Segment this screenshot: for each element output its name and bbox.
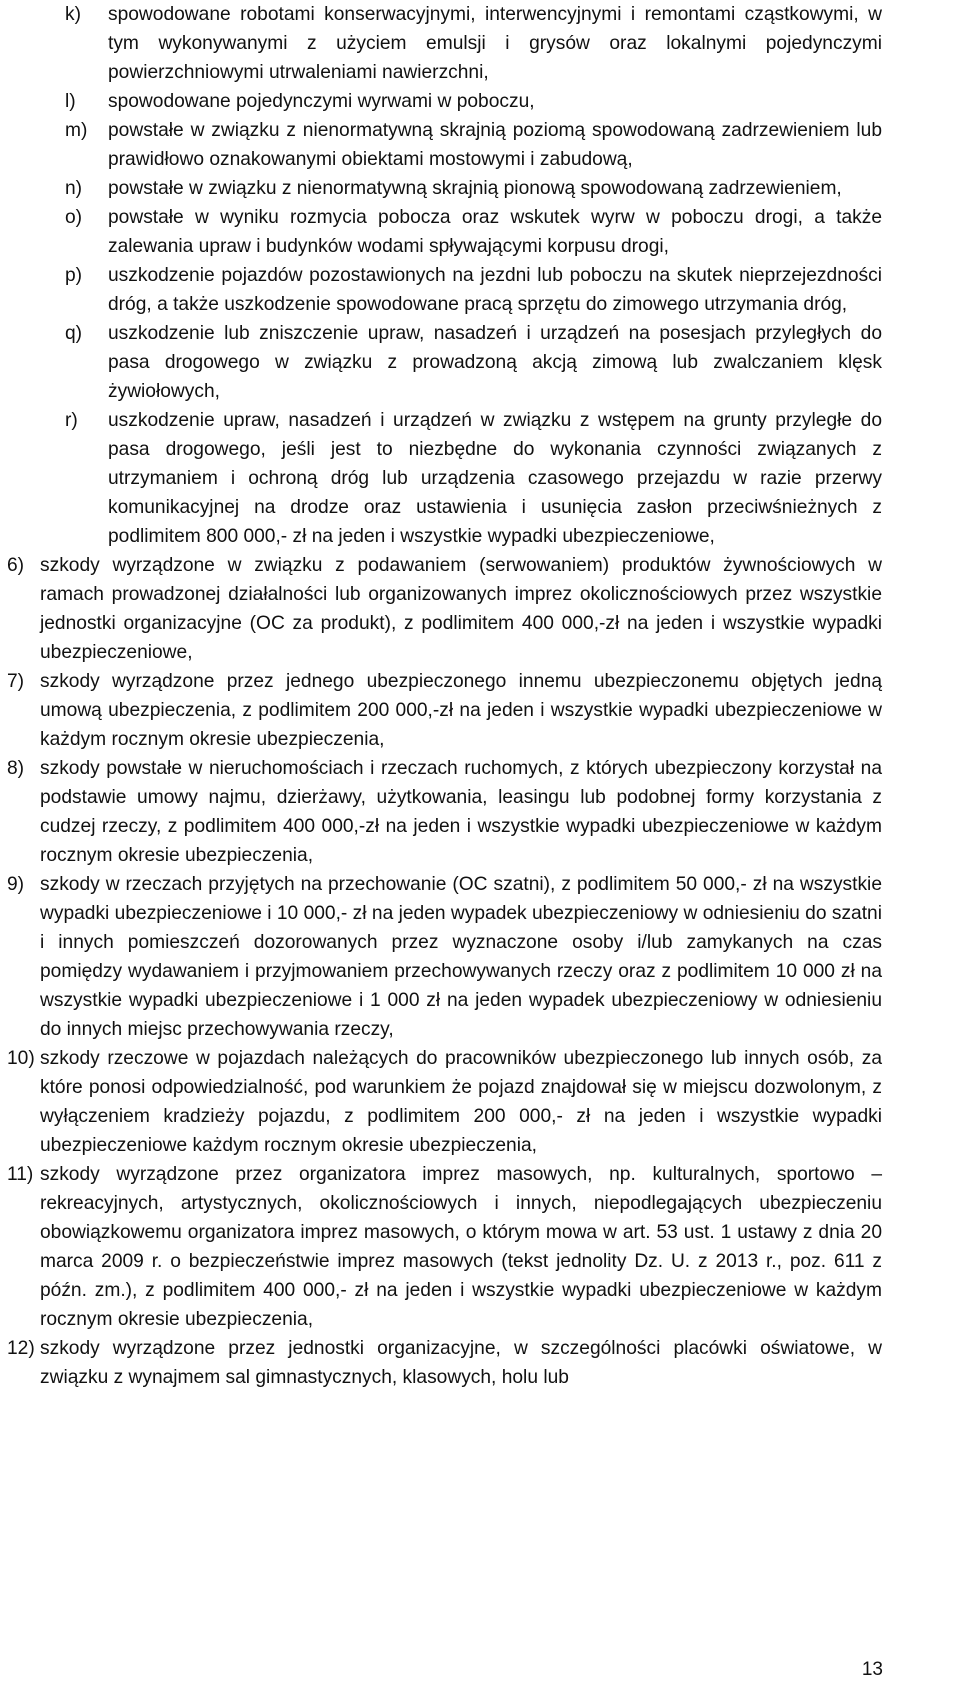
list-marker: 7): [7, 671, 25, 692]
page-number: 13: [861, 1659, 883, 1680]
list-marker: m): [65, 120, 88, 141]
list-item-m: [0, 116, 882, 174]
list-item-text: spowodowane robotami konserwacyjnymi, interwencyjnymi i remontami cząstkowymi, w tym wykonywanymi z użyciem emulsji i grysów oraz lokalnymi pojedynczymi powierzchniowymi utrwaleniami nawierzchni,: [108, 4, 882, 83]
list-item-12: [0, 1334, 882, 1392]
list-marker: p): [65, 265, 83, 286]
list-item-9: [0, 870, 882, 1044]
list-item-text: szkody wyrządzone w związku z podawaniem (serwowaniem) produktów żywnościowych w ramach prowadzonej działalności lub organizowanych imprez okolicznościowych przez wszystkie jednostki organizacyjne (OC za produkt), z podlimitem 400 000,-zł na jeden i wszystkie wypadki ubezpieczeniowe,: [40, 555, 882, 663]
list-item-text: uszkodzenie pojazdów pozostawionych na jezdni lub poboczu na skutek nieprzejezdności dróg, a także uszkodzenie spowodowane pracą sprzętu do zimowego utrzymania dróg,: [108, 265, 882, 315]
list-item-text: uszkodzenie upraw, nasadzeń i urządzeń w związku z wstępem na grunty przyległe do pasa drogowego, jeśli jest to niezbędne do wykonania czynności związanych z utrzymaniem i ochroną dróg lub urządzenia czasowego przejazdu w razie przerwy komunikacyjnej na drodze oraz ustawienia i usunięcia zasłon przeciwśnieżnych z podlimitem 800 000,- zł na jeden i wszystkie wypadki ubezpieczeniowe,: [108, 410, 882, 547]
list-item-text: szkody powstałe w nieruchomościach i rzeczach ruchomych, z których ubezpieczony korzystał na podstawie umowy najmu, dzierżawy, użytkowania, leasingu lub podobnej formy korzystania z cudzej rzeczy, z podlimitem 400 000,-zł na jeden i wszystkie wypadki ubezpieczeniowe w każdym rocznym okresie ubezpieczenia,: [40, 758, 882, 866]
list-item-o: [0, 203, 882, 261]
list-item-text: szkody rzeczowe w pojazdach należących do pracowników ubezpieczonego lub innych osób, za które ponosi odpowiedzialność, pod warunkiem że pojazd znajdował się w miejscu dozwolonym, z wyłączeniem kradzieży pojazdu, z podlimitem 200 000,- zł na jeden i wszystkie wypadki ubezpieczeniowe każdym rocznym okresie ubezpieczenia,: [40, 1048, 882, 1156]
list-item-6: [0, 551, 882, 667]
list-item-q: [0, 319, 882, 406]
list-item-text: uszkodzenie lub zniszczenie upraw, nasadzeń i urządzeń na posesjach przyległych do pasa drogowego w związku z prowadzoną akcją zimową lub zwalczaniem klęsk żywiołowych,: [108, 323, 882, 402]
list-marker: 9): [7, 874, 25, 895]
list-item-text: powstałe w związku z nienormatywną skrajnią pionową spowodowaną zadrzewieniem,: [108, 178, 842, 199]
list-item-n: [0, 174, 882, 203]
list-item-text: szkody wyrządzone przez jednego ubezpieczonego innemu ubezpieczonemu objętych jedną umową ubezpieczenia, z podlimitem 200 000,-zł na jeden i wszystkie wypadki ubezpieczeniowe w każdym rocznym okresie ubezpieczenia,: [40, 671, 882, 750]
list-marker: 10): [7, 1048, 35, 1069]
list-marker: 11): [7, 1164, 34, 1185]
list-marker: l): [65, 91, 76, 112]
list-item-text: powstałe w związku z nienormatywną skrajnią poziomą spowodowaną zadrzewieniem lub prawidłowo oznakowanymi obiektami mostowymi i zabudową,: [108, 120, 882, 170]
list-item-7: [0, 667, 882, 754]
list-marker: q): [65, 323, 83, 344]
list-marker: o): [65, 207, 83, 228]
list-marker: n): [65, 178, 83, 199]
list-item-text: spowodowane pojedynczymi wyrwami w poboczu,: [108, 91, 535, 112]
list-item-text: powstałe w wyniku rozmycia pobocza oraz wskutek wyrw w poboczu drogi, a także zalewania upraw i budynków wodami spływającymi korpusu drogi,: [108, 207, 882, 257]
list-marker: 6): [7, 555, 25, 576]
list-item-k: [0, 0, 882, 87]
list-item-text: szkody wyrządzone przez jednostki organizacyjne, w szczególności placówki oświatowe, w związku z wynajmem sal gimnastycznych, klasowych, holu lub: [40, 1338, 882, 1388]
list-marker: k): [65, 4, 81, 25]
list-marker: r): [65, 410, 78, 431]
list-item-l: [0, 87, 882, 116]
list-item-10: [0, 1044, 882, 1160]
list-item-r: [0, 406, 882, 551]
list-item-text: szkody w rzeczach przyjętych na przechowanie (OC szatni), z podlimitem 50 000,- zł na wszystkie wypadki ubezpieczeniowe i 10 000,- zł na jeden wypadek ubezpieczeniowy w odniesieniu do szatni i innych pomieszczeń dozorowanych przez wyznaczone osoby i/lub zamykanych na czas pomiędzy wydawaniem i przyjmowaniem przechowywanych rzeczy oraz z podlimitem 10 000 zł na wszystkie wypadki ubezpieczeniowe i 1 000 zł na jeden wypadek ubezpieczeniowy w odniesieniu do innych miejsc przechowywania rzeczy,: [40, 874, 882, 1040]
list-item-8: [0, 754, 882, 870]
list-marker: 8): [7, 758, 25, 779]
list-marker: 12): [7, 1338, 35, 1359]
list-item-11: [0, 1160, 882, 1334]
list-item-text: szkody wyrządzone przez organizatora imprez masowych, np. kulturalnych, sportowo – rekreacyjnych, artystycznych, okolicznościowych i innych, niepodlegających ubezpieczeniu obowiązkowemu organizatora imprez masowych, o którym mowa w art. 53 ust. 1 ustawy z dnia 20 marca 2009 r. o bezpieczeństwie imprez masowych (tekst jednolity Dz. U. z 2013 r., poz. 611 z późn. zm.), z podlimitem 400 000,- zł na jeden i wszystkie wypadki ubezpieczeniowe w każdym rocznym okresie ubezpieczenia,: [40, 1164, 882, 1330]
list-item-p: [0, 261, 882, 319]
